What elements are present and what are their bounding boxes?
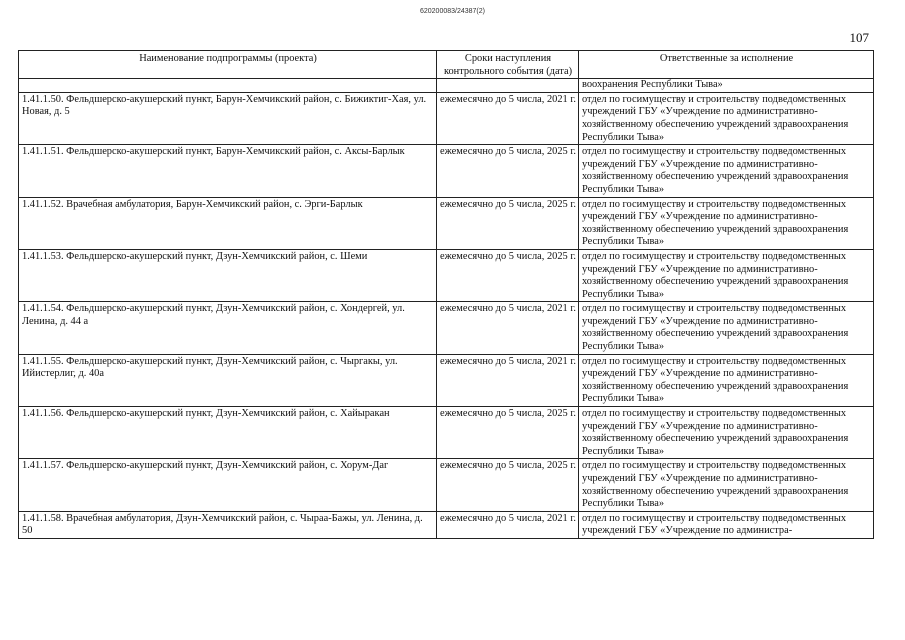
continuation-deadline-cell	[437, 79, 579, 93]
row-name: 1.41.1.57. Фельдшерско-акушерский пункт, Дзун-Хемчикский район, с. Хорум-Даг	[19, 459, 437, 511]
control-events-table	[18, 50, 874, 539]
row-responsible: отдел по госимуществу и строительству подведомственных учреждений ГБУ «Учреждение по административно-хозяйственному обеспечению учреждений здравоохранения Республики Тыва»	[579, 302, 874, 354]
table-header-row	[19, 51, 874, 79]
header-responsible: Ответственные за исполнение	[579, 51, 874, 79]
row-responsible: отдел по госимуществу и строительству подведомственных учреждений ГБУ «Учреждение по административно-хозяйственному обеспечению учреждений здравоохранения Республики Тыва»	[579, 459, 874, 511]
row-deadline: ежемесячно до 5 числа, 2025 г.	[437, 249, 579, 301]
row-responsible: отдел по госимуществу и строительству подведомственных учреждений ГБУ «Учреждение по административно-хозяйственному обеспечению учреждений здравоохранения Республики Тыва»	[579, 197, 874, 249]
row-deadline: ежемесячно до 5 числа, 2025 г.	[437, 145, 579, 197]
row-deadline: ежемесячно до 5 числа, 2025 г.	[437, 197, 579, 249]
row-responsible: отдел по госимуществу и строительству подведомственных учреждений ГБУ «Учреждение по административно-хозяйственному обеспечению учреждений здравоохранения Республики Тыва»	[579, 145, 874, 197]
row-name: 1.41.1.58. Врачебная амбулатория, Дзун-Хемчикский район, с. Чыраа-Бажы, ул. Ленина, д. 50	[19, 511, 437, 538]
continuation-responsible-cell: воохранения Республики Тыва»	[579, 79, 874, 93]
row-deadline: ежемесячно до 5 числа, 2021 г.	[437, 92, 579, 144]
table-row	[19, 92, 874, 144]
page-number: 107	[849, 30, 869, 45]
row-responsible: отдел по госимуществу и строительству подведомственных учреждений ГБУ «Учреждение по административно-хозяйственному обеспечению учреждений здравоохранения Республики Тыва»	[579, 92, 874, 144]
continuation-row	[19, 79, 874, 93]
row-responsible: отдел по госимуществу и строительству подведомственных учреждений ГБУ «Учреждение по административно-хозяйственному обеспечению учреждений здравоохранения Республики Тыва»	[579, 249, 874, 301]
row-name: 1.41.1.50. Фельдшерско-акушерский пункт, Барун-Хемчикский район, с. Бижиктиг-Хая, ул. Новая, д. 5	[19, 92, 437, 144]
row-responsible: отдел по госимуществу и строительству подведомственных учреждений ГБУ «Учреждение по администра-	[579, 511, 874, 538]
continuation-name-cell	[19, 79, 437, 93]
row-responsible: отдел по госимуществу и строительству подведомственных учреждений ГБУ «Учреждение по административно-хозяйственному обеспечению учреждений здравоохранения Республики Тыва»	[579, 407, 874, 459]
table-row	[19, 249, 874, 301]
row-name: 1.41.1.51. Фельдшерско-акушерский пункт, Барун-Хемчикский район, с. Аксы-Барлык	[19, 145, 437, 197]
table-row	[19, 197, 874, 249]
table-row	[19, 145, 874, 197]
row-name: 1.41.1.53. Фельдшерско-акушерский пункт, Дзун-Хемчикский район, с. Шеми	[19, 249, 437, 301]
header-deadline: Сроки наступления контрольного события (дата)	[437, 51, 579, 79]
row-name: 1.41.1.56. Фельдшерско-акушерский пункт, Дзун-Хемчикский район, с. Хайыракан	[19, 407, 437, 459]
row-responsible: отдел по госимуществу и строительству подведомственных учреждений ГБУ «Учреждение по административно-хозяйственному обеспечению учреждений здравоохранения Республики Тыва»	[579, 354, 874, 406]
row-name: 1.41.1.54. Фельдшерско-акушерский пункт, Дзун-Хемчикский район, с. Хондергей, ул. Ленина, д. 44 а	[19, 302, 437, 354]
table-row	[19, 302, 874, 354]
header-name: Наименование подпрограммы (проекта)	[19, 51, 437, 79]
table-row	[19, 511, 874, 538]
table-row	[19, 459, 874, 511]
document-id: 620200083/24387(2)	[419, 8, 485, 15]
row-name: 1.41.1.52. Врачебная амбулатория, Барун-Хемчикский район, с. Эрги-Барлык	[19, 197, 437, 249]
row-deadline: ежемесячно до 5 числа, 2025 г.	[437, 407, 579, 459]
row-deadline: ежемесячно до 5 числа, 2021 г.	[437, 354, 579, 406]
table-row	[19, 407, 874, 459]
table-row	[19, 354, 874, 406]
row-name: 1.41.1.55. Фельдшерско-акушерский пункт, Дзун-Хемчикский район, с. Чыргакы, ул. Ийистерлиг, д. 40а	[19, 354, 437, 406]
row-deadline: ежемесячно до 5 числа, 2021 г.	[437, 302, 579, 354]
row-deadline: ежемесячно до 5 числа, 2021 г.	[437, 511, 579, 538]
row-deadline: ежемесячно до 5 числа, 2025 г.	[437, 459, 579, 511]
